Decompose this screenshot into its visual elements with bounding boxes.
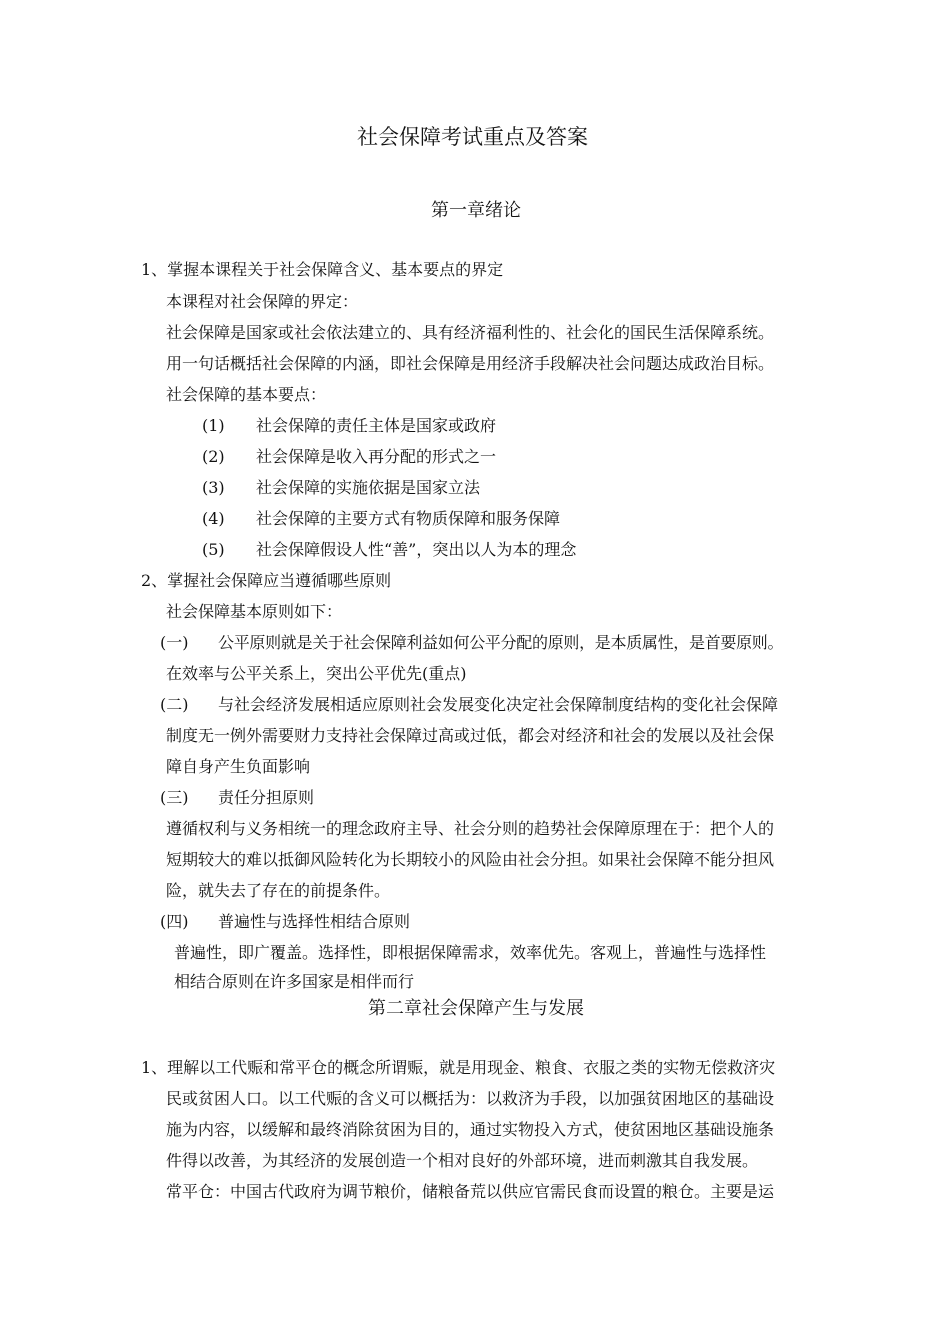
summary-text: 用一句话概括社会保障的内涵，即社会保障是用经济手段解决社会问题达成政治目标。 — [166, 354, 775, 373]
principle-3-title: 责任分担原则 — [218, 788, 315, 807]
principle-3-text-cont: 险，就失去了存在的前提条件。 — [166, 881, 391, 900]
point-text: 社会保障的主要方式有物质保障和服务保障 — [256, 509, 561, 528]
point-text: 社会保障假设人性“善”，突出以人为本的理念 — [256, 540, 577, 559]
point-number: (5) — [202, 540, 225, 559]
principle-2-text-cont: 制度无一例外需要财力支持社会保障过高或过低，都会对经济和社会的发展以及社会保 — [166, 726, 775, 745]
ch2-question-1-cont: 民或贫困人口。以工代赈的含义可以概括为：以救济为手段，以加强贫困地区的基础设 — [166, 1089, 775, 1108]
principle-1-number: (一) — [160, 633, 189, 652]
ch1-question-1: 1、掌握本课程关于社会保障含义、基本要点的界定 — [141, 260, 504, 279]
principle-1-text: 公平原则就是关于社会保障利益如何公平分配的原则，是本质属性，是首要原则。 — [218, 633, 784, 652]
principle-4-text-cont: 相结合原则在许多国家是相伴而行 — [174, 972, 415, 991]
point-text: 社会保障的责任主体是国家或政府 — [256, 416, 497, 435]
point-number: (4) — [202, 509, 225, 528]
principle-4-title: 普遍性与选择性相结合原则 — [218, 912, 411, 931]
principle-3-text-cont: 短期较大的难以抵御风险转化为长期较小的风险由社会分担。如果社会保障不能分担风 — [166, 850, 775, 869]
definition-intro: 本课程对社会保障的界定： — [166, 292, 359, 311]
principles-intro: 社会保障基本原则如下： — [166, 602, 343, 621]
point-number: (1) — [202, 416, 225, 435]
point-number: (3) — [202, 478, 225, 497]
principle-2-text: 与社会经济发展相适应原则社会发展变化决定社会保障制度结构的变化社会保障 — [218, 695, 779, 714]
definition-text: 社会保障是国家或社会依法建立的、具有经济福利性的、社会化的国民生活保障系统。 — [166, 323, 775, 342]
principle-2-text-cont: 障自身产生负面影响 — [166, 757, 311, 776]
principle-3-number: (三) — [160, 788, 189, 807]
principle-3-text: 遵循权利与义务相统一的理念政府主导、社会分则的趋势社会保障原理在于：把个人的 — [166, 819, 775, 838]
changpingcang-definition: 常平仓：中国古代政府为调节粮价，储粮备荒以供应官需民食而设置的粮仓。主要是运 — [166, 1182, 775, 1201]
ch1-question-2: 2、掌握社会保障应当遵循哪些原则 — [141, 571, 392, 590]
ch2-question-1-cont: 施为内容，以缓解和最终消除贫困为目的，通过实物投入方式，使贫困地区基础设施条 — [166, 1120, 775, 1139]
principle-1-text-cont: 在效率与公平关系上，突出公平优先(重点) — [166, 664, 467, 683]
point-text: 社会保障的实施依据是国家立法 — [256, 478, 481, 497]
principle-2-number: (二) — [160, 695, 189, 714]
page-title: 社会保障考试重点及答案 — [357, 125, 588, 149]
chapter-2-heading: 第二章社会保障产生与发展 — [368, 998, 584, 1019]
points-intro: 社会保障的基本要点： — [166, 385, 327, 404]
principle-4-text: 普遍性，即广覆盖。选择性，即根据保障需求，效率优先。客观上，普遍性与选择性 — [174, 943, 767, 962]
principle-4-number: (四) — [160, 912, 189, 931]
ch2-question-1: 1、理解以工代赈和常平仓的概念所谓赈，就是用现金、粮食、衣服之类的实物无偿救济灾 — [141, 1058, 776, 1077]
point-text: 社会保障是收入再分配的形式之一 — [256, 447, 497, 466]
ch2-question-1-cont: 件得以改善，为其经济的发展创造一个相对良好的外部环境，进而刺激其自我发展。 — [166, 1151, 759, 1170]
chapter-1-heading: 第一章绪论 — [431, 200, 521, 221]
point-number: (2) — [202, 447, 225, 466]
